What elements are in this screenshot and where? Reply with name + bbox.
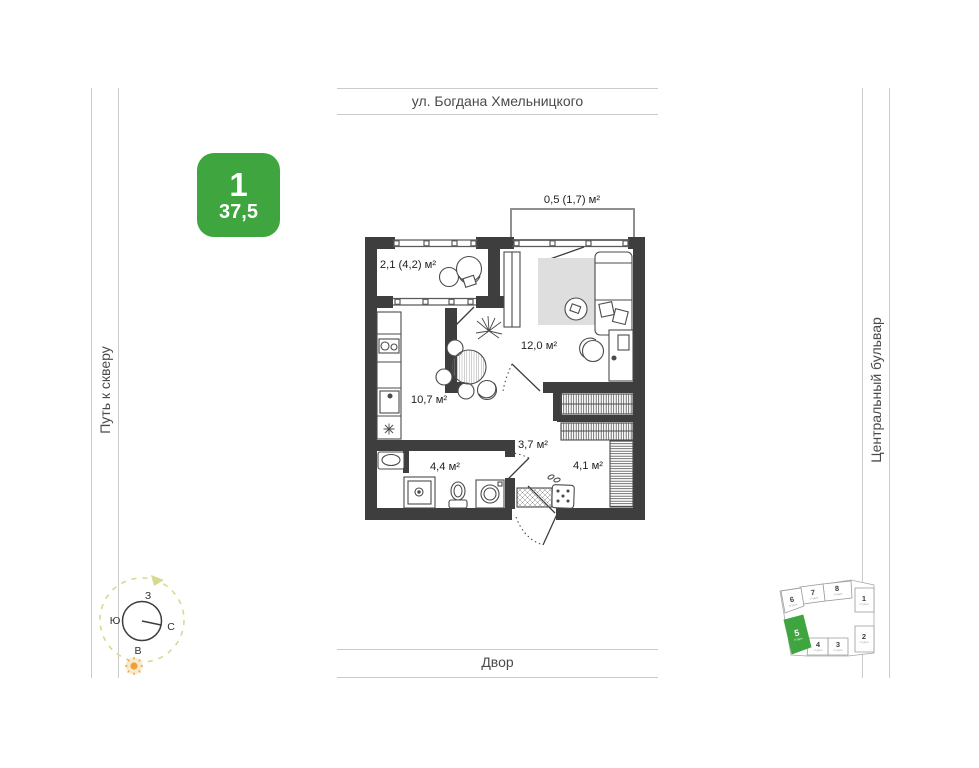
compass-east: В — [134, 645, 142, 657]
keyplan-num-6: 6 — [789, 594, 795, 605]
badge-area: 37,5 — [219, 201, 258, 223]
doormat — [517, 488, 552, 507]
svg-text:студия: студия — [788, 602, 798, 608]
room-label-loggia: 2,1 (4,2) м² — [379, 259, 437, 271]
desk-and-chair — [580, 330, 633, 381]
compass-south: Ю — [109, 615, 121, 627]
sun-path-arrow-icon — [151, 575, 164, 586]
keyplan-num-3: 3 — [835, 640, 841, 649]
bed — [595, 252, 632, 335]
street-left-label: Путь к скверу — [97, 346, 113, 434]
street-top-line-1 — [337, 88, 658, 89]
svg-text:студия: студия — [813, 648, 823, 652]
street-bottom-line-1 — [337, 649, 658, 650]
svg-text:студия: студия — [859, 602, 869, 606]
shoes — [547, 474, 560, 483]
street-right-line-2 — [889, 88, 890, 678]
loggia-table — [440, 268, 459, 287]
washing-machine — [476, 480, 504, 508]
keyplan-num-8: 8 — [834, 583, 840, 594]
svg-text:студия: студия — [859, 640, 869, 644]
compass — [85, 555, 205, 685]
svg-text:студия: студия — [833, 591, 843, 597]
keyplan-num-1: 1 — [861, 594, 867, 603]
room-label-hall: 3,7 м² — [517, 439, 549, 451]
compass-north: С — [167, 621, 175, 633]
street-bottom-label: Двор — [481, 654, 514, 670]
floor-plan — [358, 190, 652, 562]
street-top-label: ул. Богдана Хмельницкого — [411, 93, 584, 109]
room-label-kitchen: 10,7 м² — [410, 394, 448, 406]
pouf — [552, 485, 575, 509]
svg-text:студия: студия — [833, 648, 843, 652]
keyplan-num-2: 2 — [861, 632, 867, 641]
keyplan-num-7: 7 — [810, 587, 816, 598]
svg-text:студия: студия — [793, 636, 803, 642]
room-label-balcony: 0,5 (1,7) м² — [543, 194, 601, 206]
street-right-label: Центральный бульвар — [868, 317, 884, 463]
floor-keyplan — [768, 576, 883, 671]
keyplan-num-4: 4 — [815, 640, 821, 649]
room-label-wardrobe: 4,1 м² — [572, 460, 604, 472]
street-bottom-line-2 — [337, 677, 658, 678]
bathroom-sink — [378, 452, 404, 469]
keyplan-num-5: 5 — [793, 627, 801, 639]
toilet — [449, 482, 467, 508]
kitchen-counter — [377, 312, 401, 439]
balcony-outline — [511, 209, 634, 240]
shower — [404, 477, 435, 508]
bedside-table — [565, 298, 587, 320]
street-top-line-2 — [337, 114, 658, 115]
room-label-bath: 4,4 м² — [429, 461, 461, 473]
badge-rooms-count: 1 — [229, 166, 248, 203]
svg-text:студия: студия — [809, 595, 819, 601]
compass-west: З — [144, 590, 152, 602]
sun-icon — [125, 657, 143, 675]
room-label-living: 12,0 м² — [520, 340, 558, 352]
apartment-badge — [197, 153, 280, 237]
plant — [476, 316, 502, 339]
